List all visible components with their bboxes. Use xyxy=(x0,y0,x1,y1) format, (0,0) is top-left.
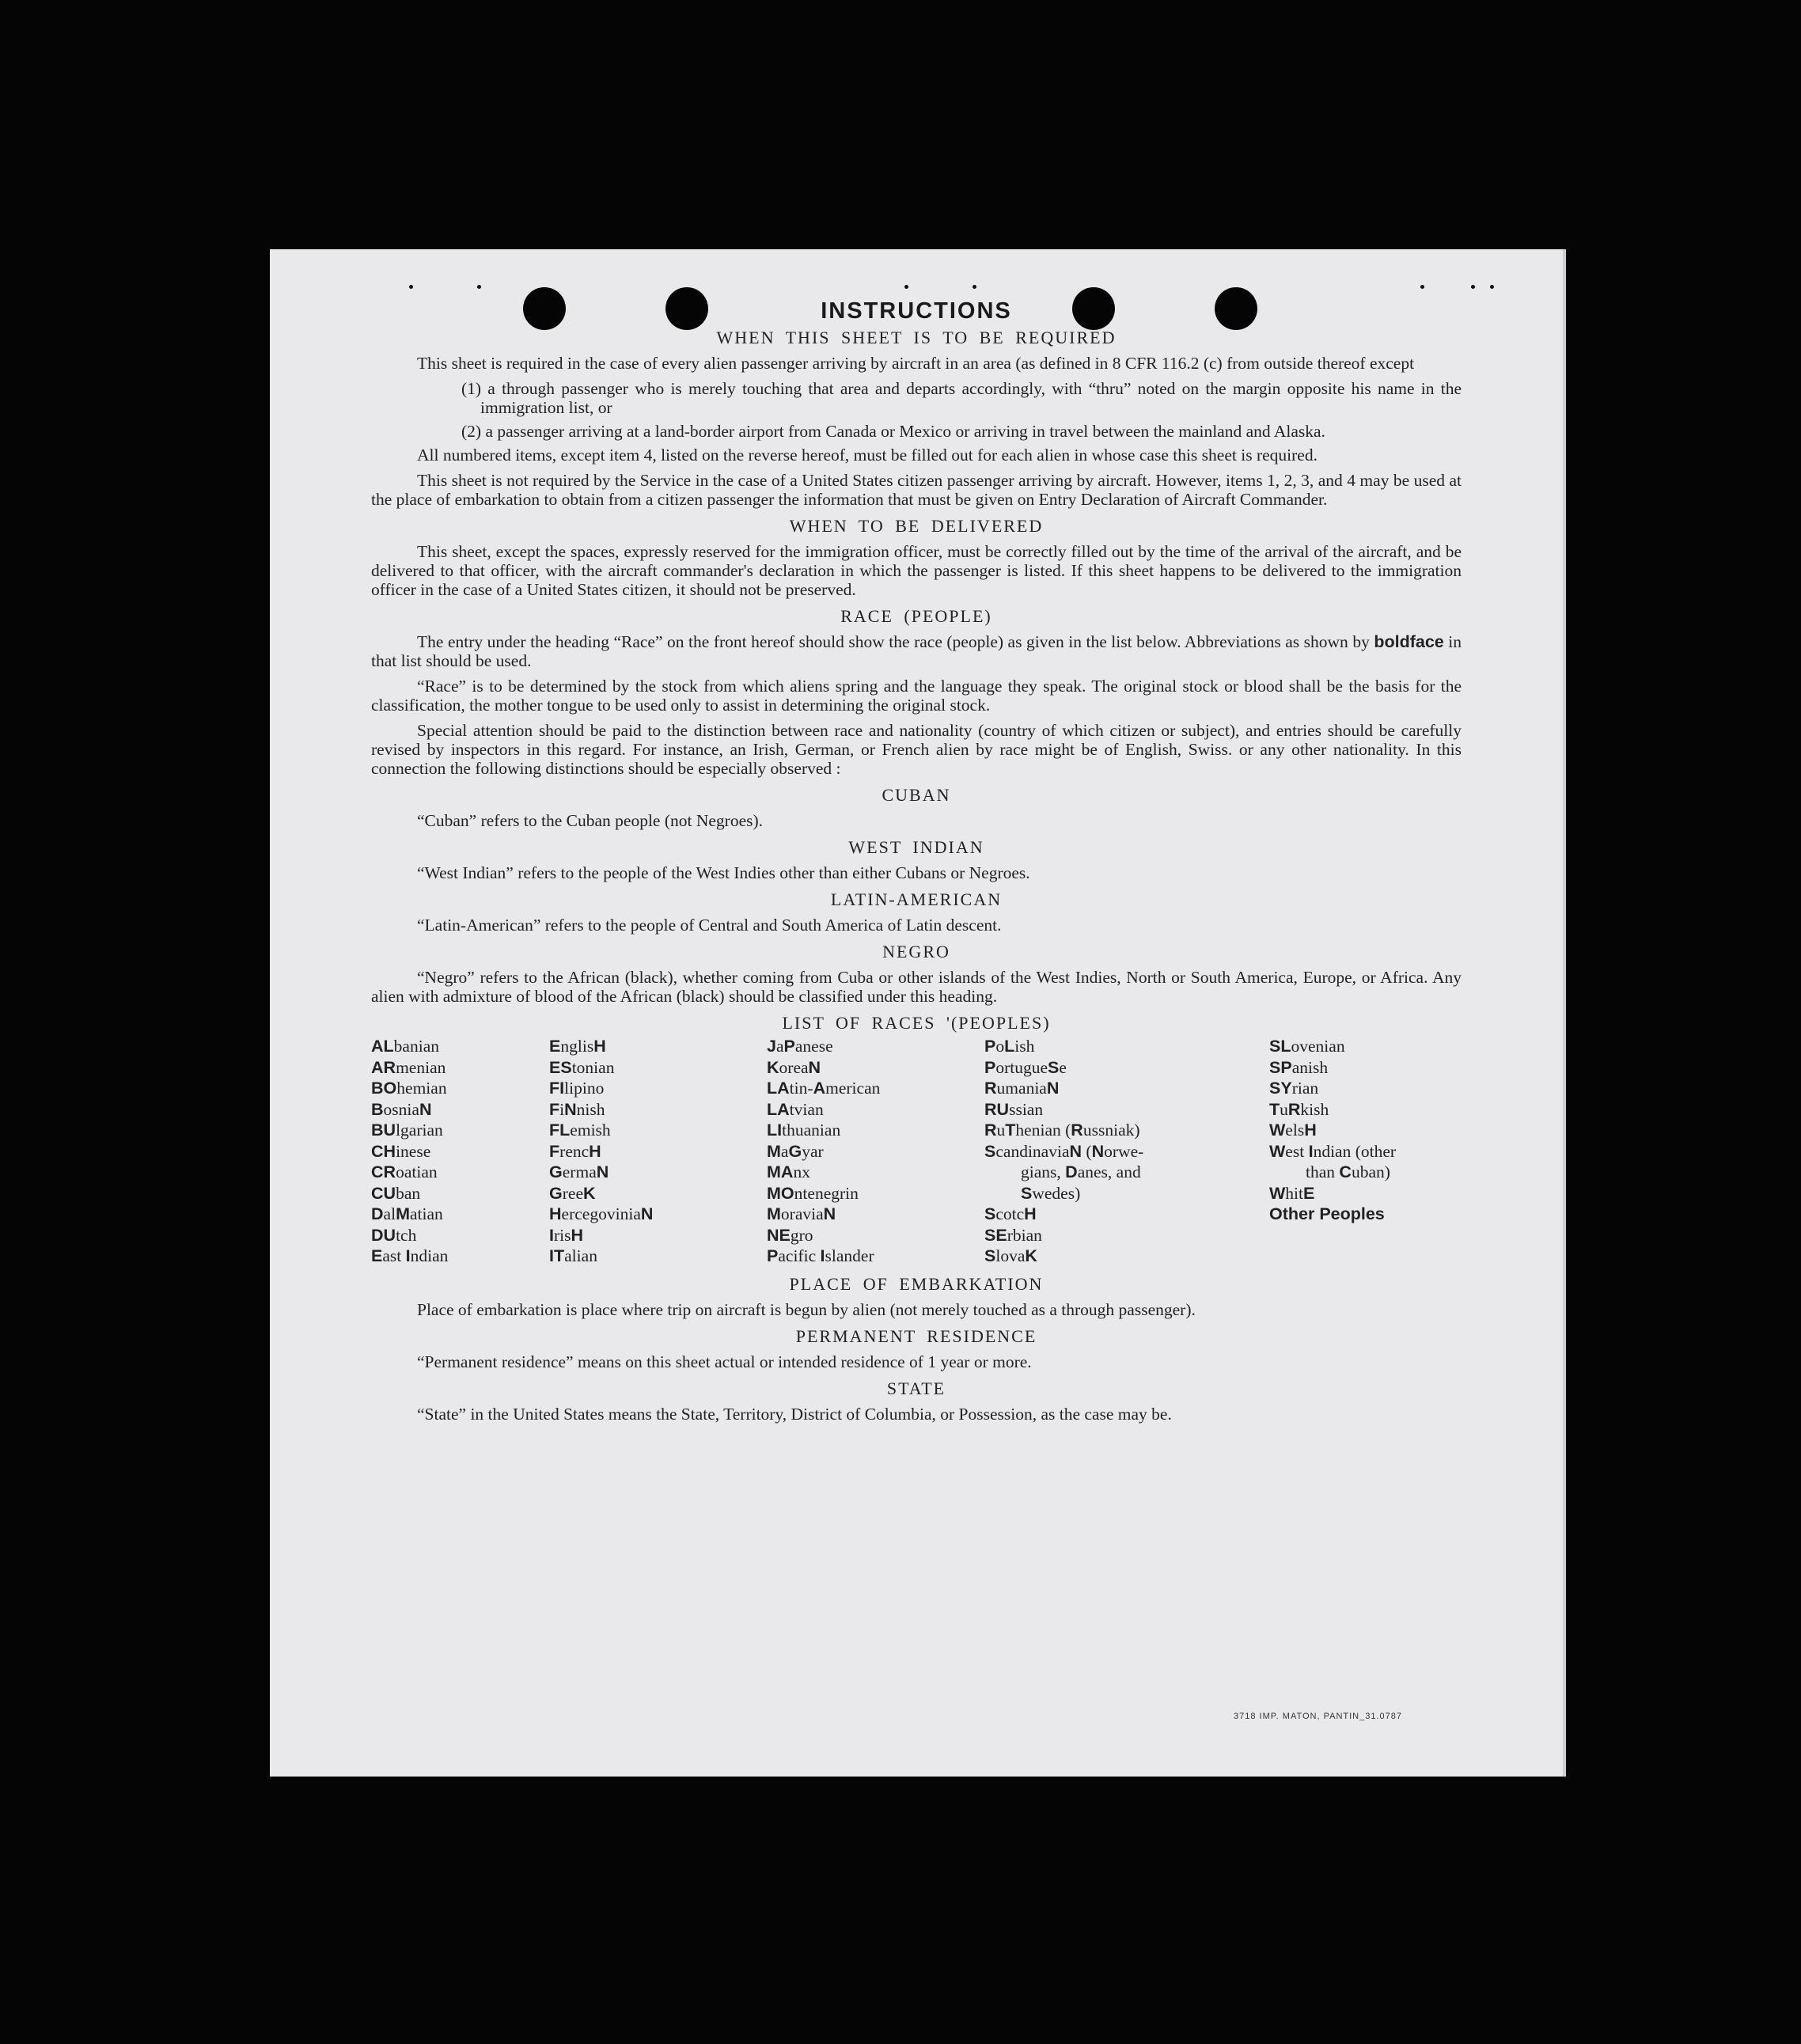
races-column xyxy=(549,1036,767,1267)
page-title: INSTRUCTIONS xyxy=(821,298,1012,324)
race-entry: ARmenian xyxy=(371,1057,446,1077)
race-entry: TuRkish xyxy=(1269,1099,1329,1119)
section-heading-required: WHEN THIS SHEET IS TO BE REQUIRED xyxy=(716,328,1117,347)
race-entry: RUssian xyxy=(984,1099,1044,1119)
paragraph: “Negro” refers to the African (black), whether coming from Cuba or other islands of the West Indies, North or South America, Europe, or Africa. Any alien with admixture of blood of the African (black) should be classified under this heading. xyxy=(371,968,1462,1006)
section-heading-cuban: CUBAN xyxy=(882,785,951,805)
race-entry: LAtvian xyxy=(767,1099,824,1119)
paragraph: “West Indian” refers to the people of the West Indies other than either Cubans or Negroes. xyxy=(417,863,1030,882)
section-heading-west-indian: WEST INDIAN xyxy=(848,837,984,857)
section-heading-negro: NEGRO xyxy=(882,942,950,961)
race-entry: SlovaK xyxy=(984,1246,1037,1265)
ink-speck xyxy=(973,285,976,289)
paragraph: This sheet is required in the case of every alien passenger arriving by aircraft in an area (as defined in 8 CFR 116.2 (c) from outside thereof except xyxy=(417,354,1415,373)
ink-speck xyxy=(477,285,481,289)
section-heading-list-of-races: LIST OF RACES '(PEOPLES) xyxy=(782,1013,1051,1033)
paragraph: “State” in the United States means the State, Territory, District of Columbia, or Possession, as the case may be. xyxy=(417,1404,1172,1424)
race-entry: BosniaN xyxy=(371,1099,432,1119)
race-entry: FLemish xyxy=(549,1121,611,1140)
race-entry: MaGyar xyxy=(767,1141,824,1161)
race-entry: Pacific Islander xyxy=(767,1246,874,1265)
race-entry: FIlipino xyxy=(549,1079,605,1098)
paragraph xyxy=(371,632,1462,670)
race-entry: RumaniaN xyxy=(984,1079,1060,1098)
list-item: (2) a passenger arriving at a land-border airport from Canada or Mexico or arriving in travel between the mainland and Alaska. xyxy=(461,422,1325,441)
race-entry: MAnx xyxy=(767,1162,810,1181)
races-column xyxy=(767,1036,984,1267)
race-entry: RuThenian (Russniak) xyxy=(984,1121,1140,1140)
race-entry: SYrian xyxy=(1269,1079,1319,1098)
race-entry: LIthuanian xyxy=(767,1121,841,1140)
race-entry: SErbian xyxy=(984,1225,1042,1245)
paragraph: “Permanent residence” means on this sheet actual or intended residence of 1 year or more. xyxy=(417,1352,1032,1371)
instruction-sheet xyxy=(270,249,1566,1777)
race-entry: EnglisH xyxy=(549,1037,606,1056)
printer-imprint: 3718 IMP. MATON, PANTIN_31.0787 xyxy=(1234,1712,1402,1721)
race-entry: EStonian xyxy=(549,1057,615,1077)
race-entry: CRoatian xyxy=(371,1162,438,1181)
race-entry: DalMatian xyxy=(371,1204,443,1223)
race-entry: ScotcH xyxy=(984,1204,1037,1223)
race-entry: HercegoviniaN xyxy=(549,1204,654,1223)
races-list xyxy=(371,1036,1462,1267)
sheet-content xyxy=(371,298,1462,1430)
race-entry: GreeK xyxy=(549,1183,596,1203)
section-heading-residence: PERMANENT RESIDENCE xyxy=(795,1325,1037,1346)
paragraph: “Race” is to be determined by the stock from which aliens spring and the language they speak. The original stock or blood shall be the basis for the classification, the mother tongue to be used only to assist in determining the original stock. xyxy=(371,677,1462,715)
section-heading-race: RACE (PEOPLE) xyxy=(840,606,992,626)
race-entry: Other Peoples xyxy=(1269,1204,1385,1223)
race-entry: CHinese xyxy=(371,1141,431,1161)
races-column xyxy=(371,1036,549,1267)
paragraph: Place of embarkation is place where trip on aircraft is begun by alien (not merely touched as a through passenger). xyxy=(417,1299,1196,1319)
race-entry: gians, Danes, and xyxy=(1021,1162,1141,1181)
race-entry: West Indian (other xyxy=(1269,1141,1397,1161)
race-entry: GermaN xyxy=(549,1162,609,1181)
races-column xyxy=(984,1036,1269,1267)
paragraph: This sheet, except the spaces, expressly reserved for the immigration officer, must be correctly filled out by the time of the arrival of the aircraft, and be delivered to that officer, with the aircraft commander's declaration in which the passenger is listed. If this sheet happens to be delivered to the immigration officer in the case of a United States citizen, it should not be preserved. xyxy=(371,542,1462,599)
section-heading-latin-american: LATIN-AMERICAN xyxy=(830,889,1003,909)
paragraph-text: in that list should be used. xyxy=(371,632,1462,670)
race-entry: SPanish xyxy=(1269,1057,1329,1077)
race-entry: East Indian xyxy=(371,1246,449,1265)
section-heading-embarkation: PLACE OF EMBARKATION xyxy=(789,1273,1044,1294)
paragraph: Special attention should be paid to the distinction between race and nationality (country of which citizen or subject), and entries should be carefully revised by inspectors in this regard. For instance, an Irish, German, or French alien by race might be of English, Swiss. or any other nationality. In this connection the following distinctions should be especially observed : xyxy=(371,721,1462,778)
ink-speck xyxy=(1490,285,1494,289)
section-heading-delivered: WHEN TO BE DELIVERED xyxy=(789,516,1044,536)
ink-speck xyxy=(1471,285,1475,289)
race-entry: MoraviaN xyxy=(767,1204,836,1223)
race-entry: NEgro xyxy=(767,1225,813,1245)
race-entry: DUtch xyxy=(371,1225,417,1245)
race-entry: Swedes) xyxy=(1021,1183,1081,1203)
race-entry: SLovenian xyxy=(1269,1037,1345,1056)
race-entry: BUlgarian xyxy=(371,1121,443,1140)
race-entry: JaPanese xyxy=(767,1037,833,1056)
race-entry: LAtin-American xyxy=(767,1079,881,1098)
race-entry: than Cuban) xyxy=(1306,1162,1390,1181)
paragraph: This sheet is not required by the Service in the case of a United States citizen passenger arriving by aircraft. However, items 1, 2, 3, and 4 may be used at the place of embarkation to obtain from a citizen passenger the information that must be given on Entry Declaration of Aircraft Commander. xyxy=(371,471,1462,509)
ink-speck xyxy=(1420,285,1424,289)
paragraph: “Latin-American” refers to the people of Central and South America of Latin descent. xyxy=(417,916,1002,935)
paragraph: “Cuban” refers to the Cuban people (not Negroes). xyxy=(417,811,764,830)
race-entry: WhitE xyxy=(1269,1183,1315,1203)
race-entry: PortugueSe xyxy=(984,1057,1067,1077)
boldface-word: boldface xyxy=(1374,632,1444,651)
race-entry: WelsH xyxy=(1269,1121,1317,1140)
paragraph-text: The entry under the heading “Race” on the front hereof should show the race (people) as given in the list below. Abbreviations as shown by xyxy=(417,632,1370,651)
race-entry: FrencH xyxy=(549,1141,601,1161)
races-column xyxy=(1269,1036,1462,1267)
ink-speck xyxy=(409,285,413,289)
race-entry: IrisH xyxy=(549,1225,584,1245)
race-entry: MOntenegrin xyxy=(767,1183,859,1203)
ink-speck xyxy=(904,285,908,289)
race-entry: PoLish xyxy=(984,1037,1035,1056)
race-entry: CUban xyxy=(371,1183,421,1203)
race-entry: KoreaN xyxy=(767,1057,821,1077)
race-entry: BOhemian xyxy=(371,1079,447,1098)
paragraph: All numbered items, except item 4, listed on the reverse hereof, must be filled out for each alien in whose case this sheet is required. xyxy=(417,446,1318,465)
race-entry: FiNnish xyxy=(549,1099,605,1119)
race-entry: ITalian xyxy=(549,1246,597,1265)
race-entry: ALbanian xyxy=(371,1037,439,1056)
list-item: (1) a through passenger who is merely touching that area and departs accordingly, with “thru” noted on the margin opposite his name in the immigration list, or xyxy=(461,379,1462,417)
race-entry: ScandinaviaN (Norwe- xyxy=(984,1141,1144,1161)
section-heading-state: STATE xyxy=(886,1378,946,1398)
